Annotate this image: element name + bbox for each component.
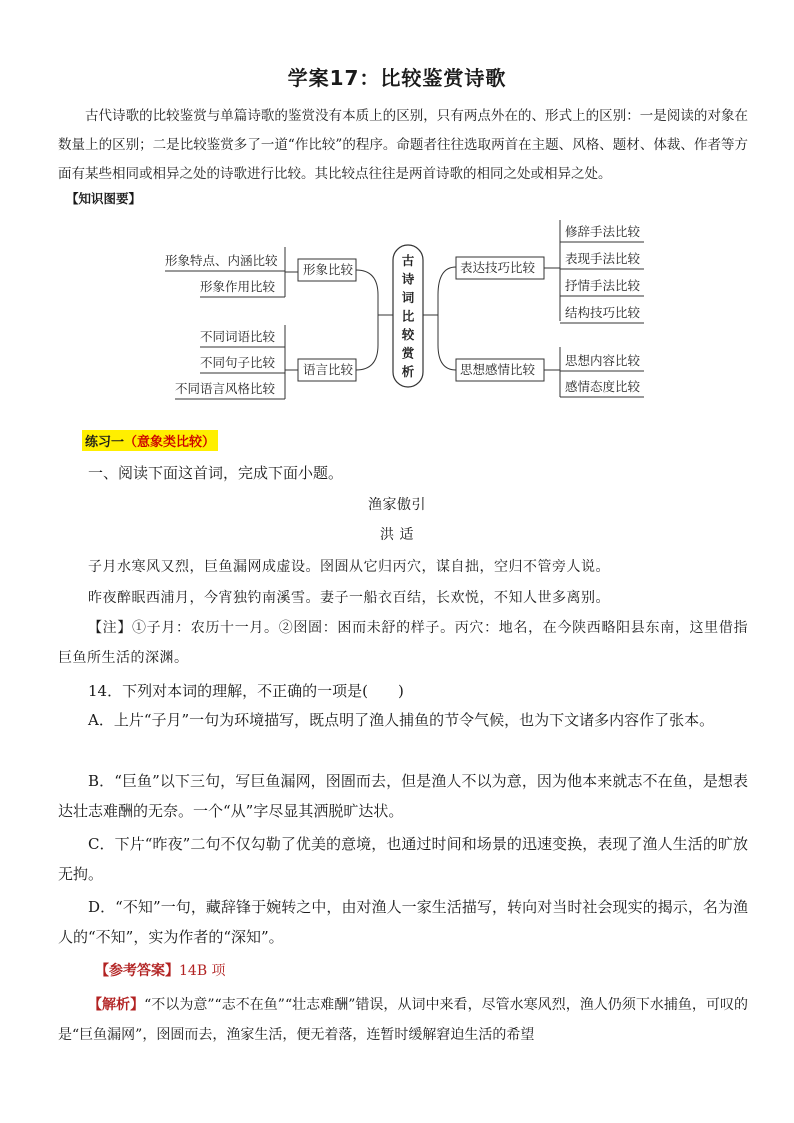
page-title: 学案17：比较鉴赏诗歌 [287, 66, 507, 90]
answer-label: 【参考答案】 [95, 963, 179, 979]
center-text [401, 253, 415, 379]
answer [95, 960, 226, 980]
knowledge-tag: 【知识图要】 [66, 191, 142, 206]
answer-value: 14B 项 [179, 963, 226, 979]
knowledge-diagram [160, 215, 660, 405]
analysis-text: “不以为意”“志不在鱼”“壮志难酬”错误，从词中来看，尽管水寒风烈，渔人仍须下水捕鱼，可叹的是“巨鱼漏网”，囹圄而去，渔家生活，便无着落，连暂时缓解窘迫生活的希望 [58, 997, 748, 1043]
option-d: D．“不知”一句，藏辞锋于婉转之中，由对渔人一家生活描写，转向对当时社会现实的揭示，名为渔人的“不知”，实为作者的“深知”。 [58, 898, 748, 946]
left-item: 形象特点、内涵比较 [165, 253, 278, 268]
exercise-label-text: 练习一 [85, 435, 125, 450]
question-stem: 14．下列对本词的理解，不正确的一项是( ) [88, 682, 404, 700]
option-c: C．下片“昨夜”二句不仅勾勒了优美的意境，也通过时间和场景的迅速变换，表现了渔人生活的旷放无拘。 [58, 835, 748, 883]
exercise-label-paren: （意象类比较） [124, 435, 216, 450]
right-item: 结构技巧比较 [565, 305, 641, 320]
center-char: 比 [401, 308, 415, 324]
intro-paragraph: 古代诗歌的比较鉴赏与单篇诗歌的鉴赏没有本质上的区别，只有两点外在的、形式上的区别：一是阅读的对象在数量上的区别；二是比较鉴赏多了一道“作比较”的程序。命题者往往选取两首在主题、风格、题材、体裁、作者等方面有某些相同或相异之处的诗歌进行比较。其比较点往往是两首诗歌的相同之处或相异之处。 [58, 108, 748, 182]
poem-line: 昨夜醉眠西浦月，今宵独钓南溪雪。妻子一船衣百结，长欢悦，不知人世多离别。 [88, 590, 610, 606]
poem-author: 洪 适 [380, 527, 414, 543]
option-a: A．上片“子月”一句为环境描写，既点明了渔人捕鱼的节令气候，也为下文诸多内容作了张本。 [88, 711, 715, 729]
center-char: 诗 [401, 271, 415, 287]
left-category: 形象比较 [303, 262, 354, 277]
analysis-label: 【解析】 [88, 997, 145, 1013]
center-char: 赏 [401, 345, 415, 361]
left-item: 不同语言风格比较 [175, 381, 276, 396]
center-char: 析 [401, 364, 415, 379]
right-category: 表达技巧比较 [460, 260, 536, 275]
right-item: 抒情手法比较 [565, 278, 641, 293]
left-item: 不同句子比较 [200, 355, 276, 370]
exercise-label [82, 430, 218, 451]
center-char: 古 [401, 253, 415, 268]
right-item: 表现手法比较 [565, 251, 641, 266]
left-category: 语言比较 [303, 362, 354, 377]
poem-title: 渔家傲引 [368, 497, 426, 513]
right-item: 修辞手法比较 [565, 224, 641, 239]
poem-note: 【注】①子月：农历十一月。②囹圄：困而未舒的样子。丙穴：地名，在今陕西略阳县东南，这里借指巨鱼所生活的深渊。 [58, 620, 748, 666]
section-heading: 一、阅读下面这首词，完成下面小题。 [88, 464, 344, 482]
left-item: 形象作用比较 [200, 279, 276, 294]
right-item: 思想内容比较 [565, 353, 641, 368]
left-item: 不同词语比较 [200, 329, 276, 344]
analysis [58, 990, 748, 1050]
right-item: 感情态度比较 [565, 379, 641, 394]
center-char: 词 [401, 290, 415, 305]
option-b: B．“巨鱼”以下三句，写巨鱼漏网，囹圄而去，但是渔人不以为意，因为他本来就志不在鱼，是想表达壮志难酬的无奈。一个“从”字尽显其洒脱旷达状。 [58, 772, 748, 820]
right-category: 思想感情比较 [460, 362, 536, 377]
center-char: 较 [401, 327, 415, 342]
poem-line: 子月水寒风又烈，巨鱼漏网成虚设。囹圄从它归丙穴，谋自拙，空归不管旁人说。 [88, 559, 610, 575]
